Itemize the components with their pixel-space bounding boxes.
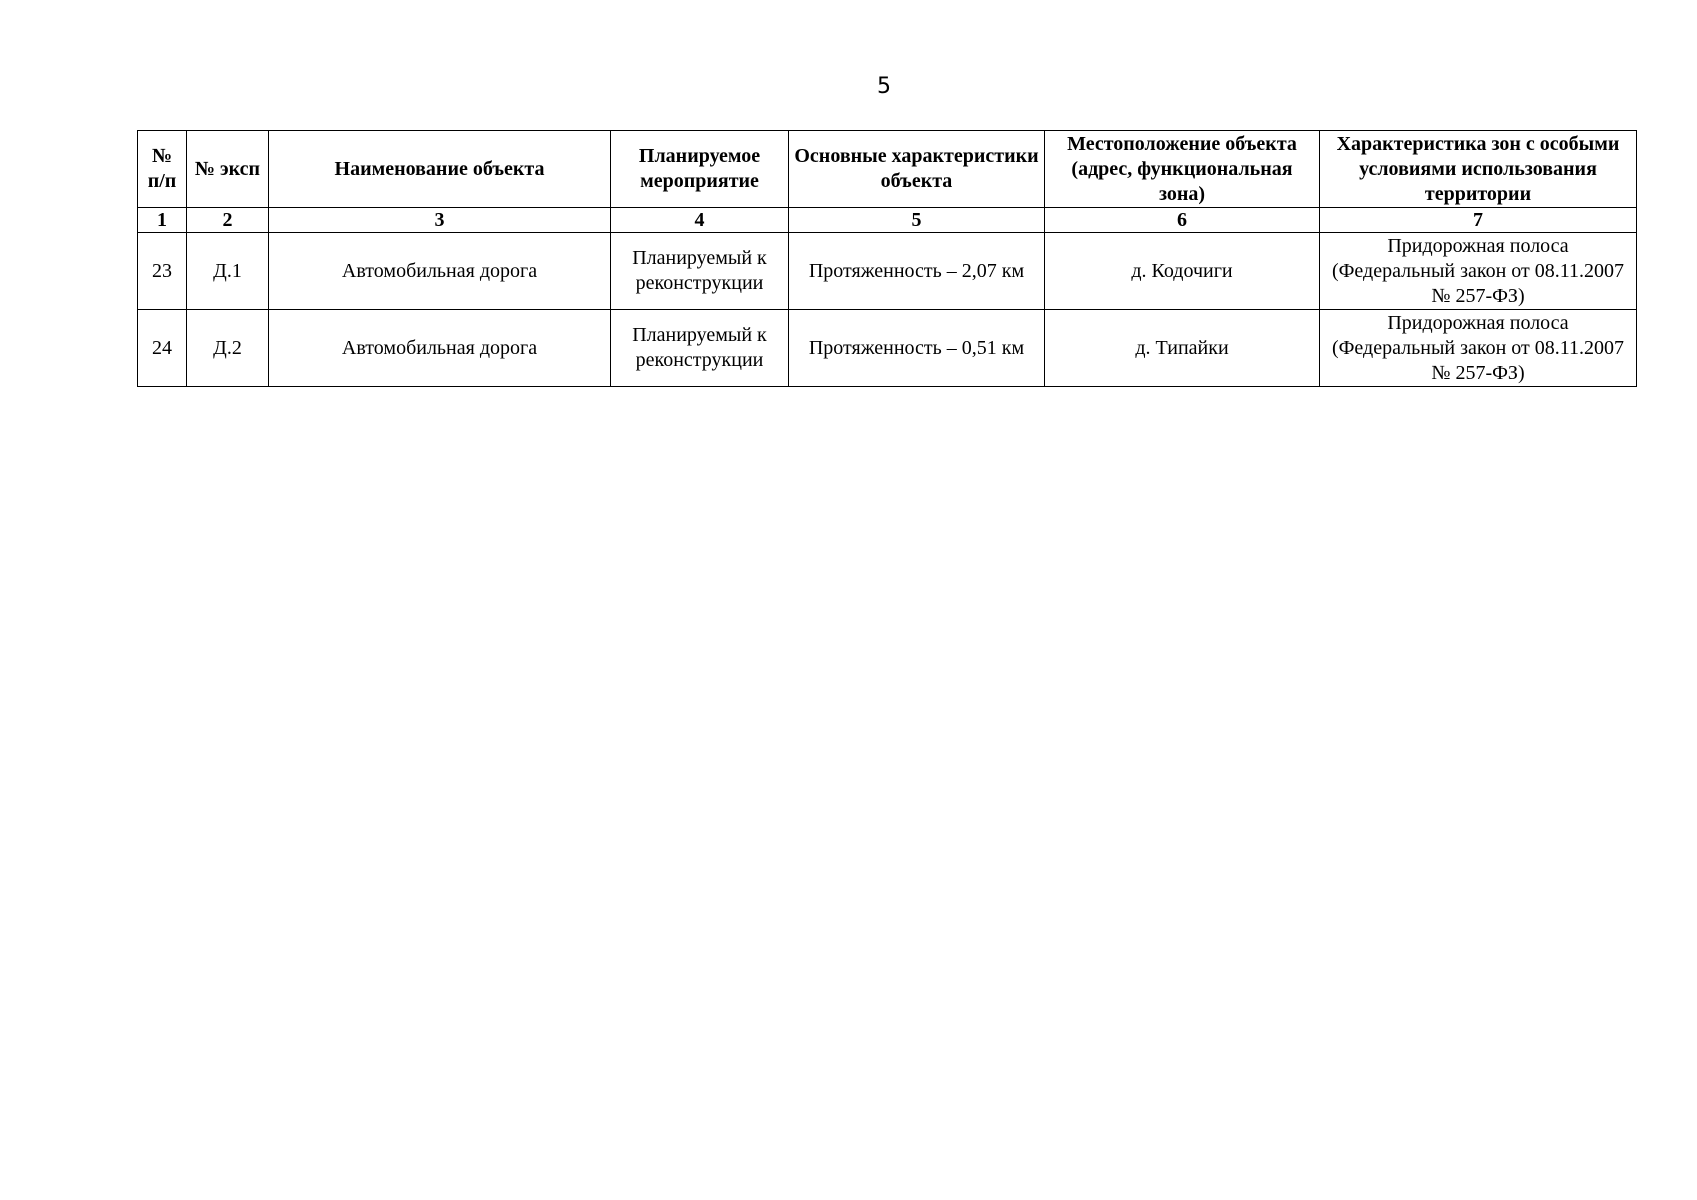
- table-cell: 24: [138, 310, 187, 387]
- column-number-cell: 1: [138, 208, 187, 233]
- header-cell: № эксп: [187, 131, 269, 208]
- page-number: 5: [877, 74, 891, 99]
- table-row: [138, 233, 1637, 310]
- column-number-cell: 5: [789, 208, 1045, 233]
- column-number-cell: 7: [1320, 208, 1637, 233]
- table-header-row: [138, 131, 1637, 208]
- table-cell: Д.2: [187, 310, 269, 387]
- header-cell: Местоположение объекта (адрес, функциональная зона): [1045, 131, 1320, 208]
- table-row: [138, 310, 1637, 387]
- header-cell: Основные характеристики объекта: [789, 131, 1045, 208]
- table-cell: Протяженность – 2,07 км: [789, 233, 1045, 310]
- header-cell: Планируемое мероприятие: [611, 131, 789, 208]
- header-cell: Наименование объекта: [269, 131, 611, 208]
- column-number-row: [138, 208, 1637, 233]
- table-cell: д. Типайки: [1045, 310, 1320, 387]
- column-number-cell: 4: [611, 208, 789, 233]
- header-cell: Характеристика зон с особыми условиями использования территории: [1320, 131, 1637, 208]
- column-number-cell: 2: [187, 208, 269, 233]
- column-number-cell: 3: [269, 208, 611, 233]
- table-cell: Планируемый к реконструкции: [611, 310, 789, 387]
- table-cell: Д.1: [187, 233, 269, 310]
- table-cell: Автомобильная дорога: [269, 310, 611, 387]
- table-cell: Придорожная полоса (Федеральный закон от 08.11.2007 № 257-ФЗ): [1320, 310, 1637, 387]
- table-cell: 23: [138, 233, 187, 310]
- objects-table: [137, 130, 1637, 387]
- table-cell: Автомобильная дорога: [269, 233, 611, 310]
- header-cell: № п/п: [138, 131, 187, 208]
- table-cell: д. Кодочиги: [1045, 233, 1320, 310]
- table-cell: Придорожная полоса (Федеральный закон от 08.11.2007 № 257-ФЗ): [1320, 233, 1637, 310]
- table-cell: Протяженность – 0,51 км: [789, 310, 1045, 387]
- table-cell: Планируемый к реконструкции: [611, 233, 789, 310]
- column-number-cell: 6: [1045, 208, 1320, 233]
